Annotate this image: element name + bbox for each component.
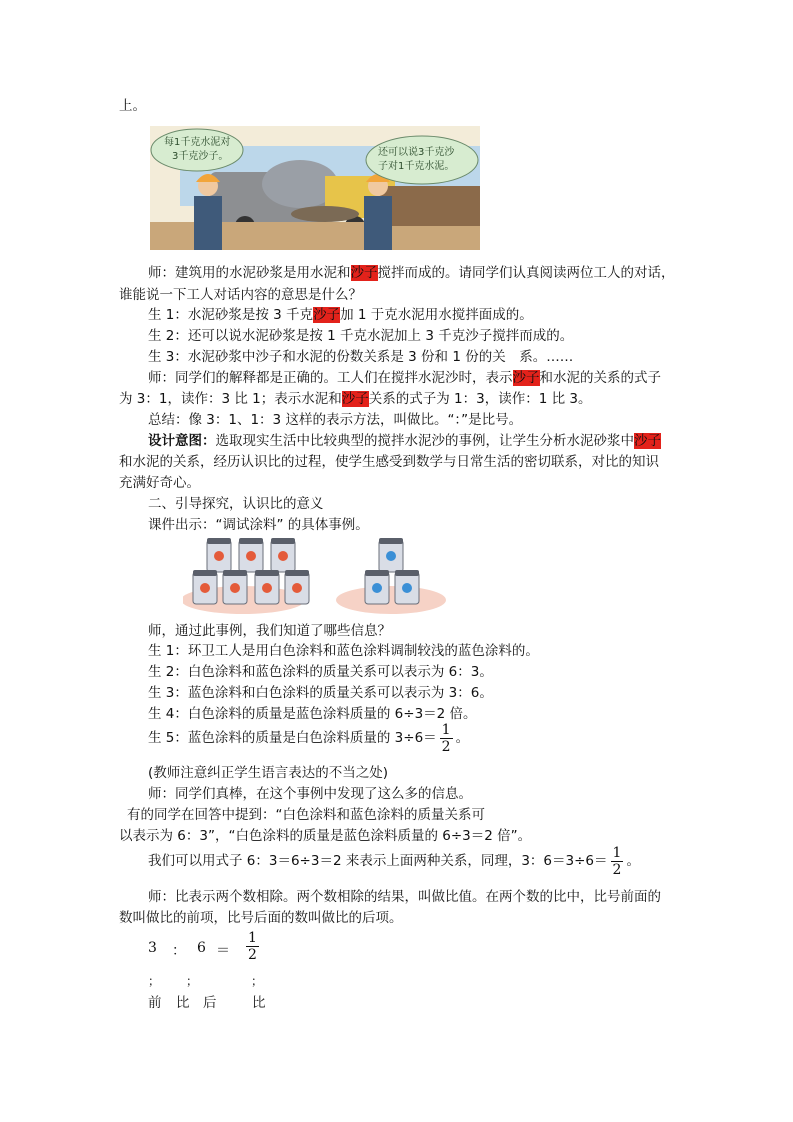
fraction-one-half <box>440 722 453 755</box>
diagram-label-ratio: 比 <box>176 995 190 1011</box>
bubble-left-line-2: 3千克沙子。 <box>172 151 229 162</box>
highlight-sand: 沙子 <box>512 370 540 386</box>
design-intent-cont-1: 和水泥的关系，经历认识比的过程，使学生感受到数学与日常生活的密切联系，对比的知识 <box>119 454 659 470</box>
text-span: 我们可以用式子 6：3＝6÷3＝2 来表示上面两种关系，同理，3：6＝3÷6＝ <box>148 853 608 869</box>
fraction-one-half <box>611 845 624 878</box>
fraction-denominator: 2 <box>441 738 451 755</box>
answer-2: 生 2：白色涂料和蓝色涂料的质量关系可以表示为 6：3。 <box>148 664 493 680</box>
diagram-colon: ： <box>172 943 186 959</box>
teacher-2-cont <box>119 390 591 408</box>
student-1 <box>148 306 533 324</box>
text-span: 和水泥的关系的式子 <box>539 370 661 386</box>
definition-line-cont: 数叫做比的前项，比号后面的数叫做比的后项。 <box>119 910 403 926</box>
text-span: 。 <box>455 730 470 746</box>
fraction-denominator: 2 <box>612 861 622 878</box>
fraction-numerator: 1 <box>441 721 451 738</box>
text-span: 。 <box>626 853 640 869</box>
text-span: 生 5：蓝色涂料的质量是白色涂料质量的 3÷6＝ <box>148 730 437 746</box>
highlight-sand: 沙子 <box>634 433 661 449</box>
bubble-left-line-1: 每1千克水泥对 <box>164 137 231 148</box>
text-span: 搅拌而成的。请同学们认真阅读两位工人的对话， <box>377 265 675 281</box>
answer-1: 生 1：环卫工人是用白色涂料和蓝色涂料调制较浅的蓝色涂料的。 <box>148 643 539 659</box>
text-span: 加 1 于克水泥用水搅拌面成的。 <box>340 307 533 323</box>
design-intent-label: 设计意图： <box>148 433 216 449</box>
diagram-equals: ＝ <box>216 943 230 959</box>
text-span: 关系的式子为 1：3，读作：1 比 3。 <box>368 391 592 407</box>
summary: 总结：像 3：1、1：3 这样的表示方法，叫做比。“：”是比号。 <box>148 412 523 428</box>
highlight-sand: 沙子 <box>350 265 378 281</box>
bubble-right-line-1: 还可以说3千克沙 <box>378 147 455 158</box>
answer-5 <box>148 720 469 756</box>
top-line: 上。 <box>119 98 146 114</box>
teacher-2 <box>148 369 661 387</box>
design-intent-cont-2: 充满好奇心。 <box>119 475 200 491</box>
student-3: 生 3：水泥砂浆中沙子和水泥的份数关系是 3 份和 1 份的关 系。…… <box>148 349 574 365</box>
fraction-numerator: 1 <box>612 844 622 861</box>
definition-line: 师：比表示两个数相除。两个数相除的结果，叫做比值。在两个数的比中，比号前面的 <box>148 889 661 905</box>
section-heading-2: 二、引导探究，认识比的意义 <box>148 496 324 512</box>
text-span: 师：同学们的解释都是正确的。工人们在搅拌水泥沙时，表示 <box>148 370 513 386</box>
teacher-recap-cont: 以表示为 6：3”，“白色涂料的质量是蓝色涂料质量的 6÷3＝2 倍”。 <box>119 828 532 844</box>
courseware-line: 课件出示：“调试涂料” 的具体事例。 <box>148 517 369 533</box>
diagram-label-front: 前 <box>148 995 162 1011</box>
bubble-right-line-2: 子对1千克水泥。 <box>378 161 455 172</box>
diagram-marker: ； <box>186 974 199 988</box>
answer-4: 生 4：白色涂料的质量是蓝色涂料质量的 6÷3＝2 倍。 <box>148 706 477 722</box>
text-span: 生 1：水泥砂浆是按 3 千克 <box>148 307 314 323</box>
diagram-marker: ； <box>148 974 161 988</box>
diagram-term-back: 6 <box>197 940 206 956</box>
teacher-recap: 有的同学在回答中提到：“白色涂料和蓝色涂料的质量关系可 <box>127 807 485 823</box>
diagram-term-front: 3 <box>148 940 157 956</box>
workers-mixer-illustration <box>150 126 480 250</box>
text-span: 师：建筑用的水泥砂浆是用水泥和 <box>148 265 351 281</box>
highlight-sand: 沙子 <box>313 307 341 323</box>
answer-3: 生 3：蓝色涂料和白色涂料的质量关系可以表示为 3：6。 <box>148 685 493 701</box>
teacher-praise: 师：同学们真棒，在这个事例中发现了这么多的信息。 <box>148 786 472 802</box>
highlight-sand: 沙子 <box>341 391 369 407</box>
text-span: 选取现实生活中比较典型的搅拌水泥沙的事例，让学生分析水泥砂浆中 <box>215 433 634 449</box>
fraction-denominator: 2 <box>248 947 257 963</box>
diagram-marker: ； <box>251 974 264 988</box>
diagram-label-back: 后 <box>203 995 217 1011</box>
teacher-question: 师，通过此事例，我们知道了哪些信息？ <box>148 623 391 639</box>
teacher-note: (教师注意纠正学生语言表达的不当之处) <box>148 765 389 781</box>
fraction-numerator: 1 <box>248 930 257 946</box>
student-2: 生 2：还可以说水泥砂浆是按 1 千克水泥加上 3 千克沙子搅拌而成的。 <box>148 328 574 344</box>
paint-cans-illustration <box>183 534 448 614</box>
paragraph-teacher-1-cont: 谁能说一下工人对话内容的意思是什么？ <box>119 287 362 303</box>
text-span: 为 3：1，读作：3 比 1；表示水泥和 <box>119 391 342 407</box>
ratio-equation-line <box>148 843 640 879</box>
design-intent <box>148 432 661 450</box>
paragraph-teacher-1 <box>148 264 675 282</box>
diagram-fraction <box>246 930 259 963</box>
diagram-label-value: 比 <box>252 995 266 1011</box>
